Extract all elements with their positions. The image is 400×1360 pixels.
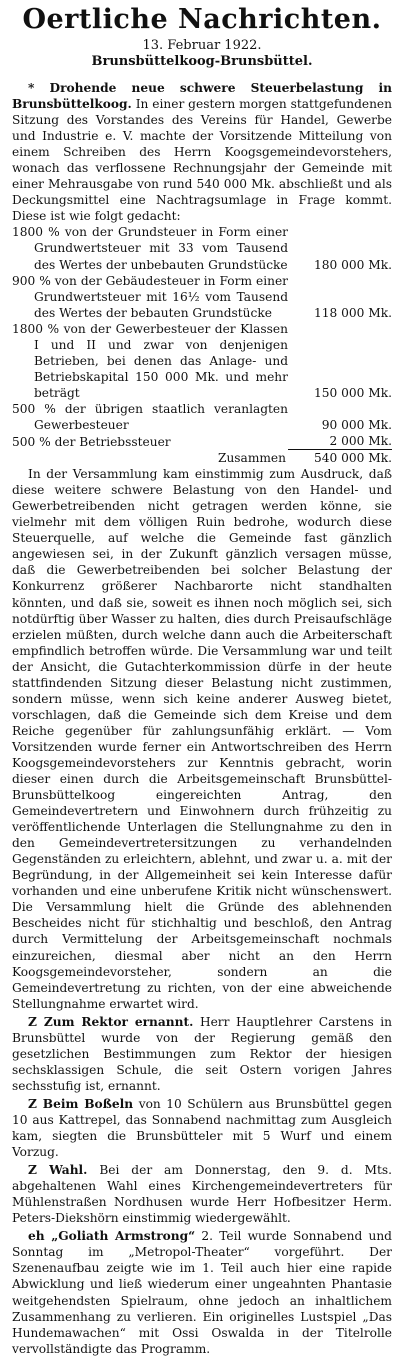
tax-desc: 900 % von der Gebäudesteuer in Form einer Grundwertsteuer mit 16½ vom Tausend des Wertes der bebauten Grundstücke [12,273,288,320]
tax-amount: 118 000 Mk. [313,305,392,320]
tax-row [12,224,392,272]
article-election [12,1162,392,1226]
tax-total-amount: 540 000 Mk. [288,450,392,467]
tax-desc: 500 % der übrigen staatlich veranlagten Gewerbesteuer [12,401,288,432]
tax-total-row [12,450,392,467]
article-body: In der Versammlung kam einstimmig zum Ausdruck, daß diese weitere schwere Belastung von den Handel- und Gewerbetreibenden nicht getragen werden könne, sie vielmehr mit dem völligen Ruin bedrohe, wodurch diese Steuerquelle, auf welche die Gemeinde fast gänzlich angewiesen sei, in der Zukunft gänzlich versagen müsse, daß die Gewerbetreibenden bei solcher Belastung der Konkurrenz größerer Nachbarorte nicht standhalten könnten, und daß sie, soweit es ihnen noch möglich sei, sich notdürftig über Wasser zu halten, dies durch Preisaufschläge erzielen müßten, durch welche dann auch die Arbeiterschaft empfindlich betroffen würde. Die Versammlung war und teilt der Ansicht, die Gutachterkommission dürfe in der heute stattfindenden Sitzung dieser Belastung nicht zustimmen, sondern müsse, wenn sich keine anderer Ausweg bietet, vorschlagen, daß die Gemeinde sich dem Kreise und dem Reiche gegenüber für zahlungsunfähig erklärt. — Vom Vorsitzenden wurde ferner ein Antwortschreiben des Herrn Koogsgemeindevorstehers zur Kenntnis gebracht, worin dieser einen durch die Arbeitsgemeinschaft Brunsbüttel-Brunsbüttelkoog eingereichten Antrag, den Gemeindevertretern und Einwohnern durch frühzeitig zu veröffentlichende Unterlagen die Stellungnahme zu den in den Gemeindevertretersitzungen zu verhandelnden Gegenständen zu erleichtern, ablehnt, und zwar u. a. mit der Begründung, in der Allgemeinheit sei kein Interesse dafür vorhanden und eine unberufene Kritik nicht wünschenswert. Die Versammlung hielt die Gründe des ablehnenden Bescheides nicht für stichhaltig und beschloß, den Antrag durch Vermittelung der Arbeitsgemeinschaft nochmals einzureichen, diesmal aber nicht an den Herrn Koogsgemeindevorsteher, sondern an die Gemeindevertretung zu richten, von der eine abweichende Stellungnahme erwartet wird. [12,467,392,1011]
article-tax-burden [12,80,392,1012]
tax-row [12,401,392,433]
article-intro: In einer gestern morgen stattgefundenen Sitzung des Vorstandes des Vereins für Handel, Gewerbe und Industrie e. V. machte der Vorsitzende Mitteilung von einem Schreiben des Herrn Koogsgemeindevorstehers, wonach das verflossene Rechnungsjahr der Gemeinde mit einer Mehrausgabe von rund 540 000 Mk. abschließt und als Deckungsmittel eine Nachtragsumlage in Frage kommt. Diese ist wie folgt gedacht: [12,97,392,224]
article-bosseln [12,1096,392,1160]
article-headline: Z Zum Rektor ernannt. [28,1014,194,1029]
masthead-title: Oertliche Nachrichten. [22,4,382,35]
article-body: 2. Teil wurde Sonnabend und Sonntag im „Metropol-Theater“ vorgeführt. Der Szenenaufbau zeigte wie im 1. Teil auch hier eine rapide Abwicklung und ließ wiederum einer ungeahnten Phantasie weitgehendsten Spielraum, ohne jedoch an inhaltlichem Zusammenhang zu verlieren. Ein originelles Lustspiel „Das Hundemawachen“ mit Ossi Oswalda in der Titelrolle vervollständigte das Programm. [12,1229,392,1356]
article-headline: Z Wahl. [28,1163,88,1178]
tax-desc: 1800 % von der Grundsteuer in Form einer Grundwertsteuer mit 33 vom Tausend des Wertes der unbebauten Grundstücke [12,225,288,272]
tax-amount: 150 000 Mk. [313,385,392,400]
tax-desc: 1800 % von der Gewerbesteuer der Klassen I und II und zwar von denjenigen Betrieben, bei denen das Anlage- und Betriebskapital 150 000 Mk. und mehr beträgt [12,321,288,400]
tax-amount: 90 000 Mk. [321,417,392,432]
article-goliath [12,1228,392,1356]
article-headline: Z Beim Boßeln [28,1096,134,1111]
article-rector [12,1014,392,1094]
tax-row [12,321,392,401]
article-body: von 10 Schülern aus Brunsbüttel gegen 10 aus Kattrepel, das Sonnabend nachmittag zum Ausgleich kam, siegten die Brunsbütteler mit 5 Wurf und einem Vorzug. [12,1096,393,1160]
issue-date: 13. Februar 1922. [142,38,262,53]
article-body: Herr Hauptlehrer Carstens in Brunsbüttel wurde von der Regierung gemäß den gesetzlichen Bestimmungen zum Rektor der hiesigen sechsklassigen Schule, die seit Ostern vorigen Jahres sechsstufig ist, ernannt. [12,1014,393,1093]
tax-amount: 180 000 Mk. [313,257,392,272]
article-headline: eh „Goliath Armstrong“ [28,1229,196,1244]
tax-desc: 500 % der Betriebssteuer [12,434,171,449]
tax-total-label: Zusammen [217,451,286,466]
section-place: Brunsbüttelkoog-Brunsbüttel. [91,54,313,69]
article-headline: * Drohende neue schwere Steuerbelastung in Brunsbüttelkoog. [12,81,392,112]
article-body: Bei der am Donnerstag, den 9. d. Mts. abgehaltenen Wahl eines Kirchengemeindevertreters für Mühlenstraßen Nordhusen wurde Herr Hofbesitzer Herm. Peters-Diekshörn einstimmig wiedergewählt. [12,1163,392,1226]
tax-row [12,433,392,450]
tax-amount: 2 000 Mk. [329,434,392,449]
tax-table [12,224,392,466]
tax-row [12,273,392,321]
